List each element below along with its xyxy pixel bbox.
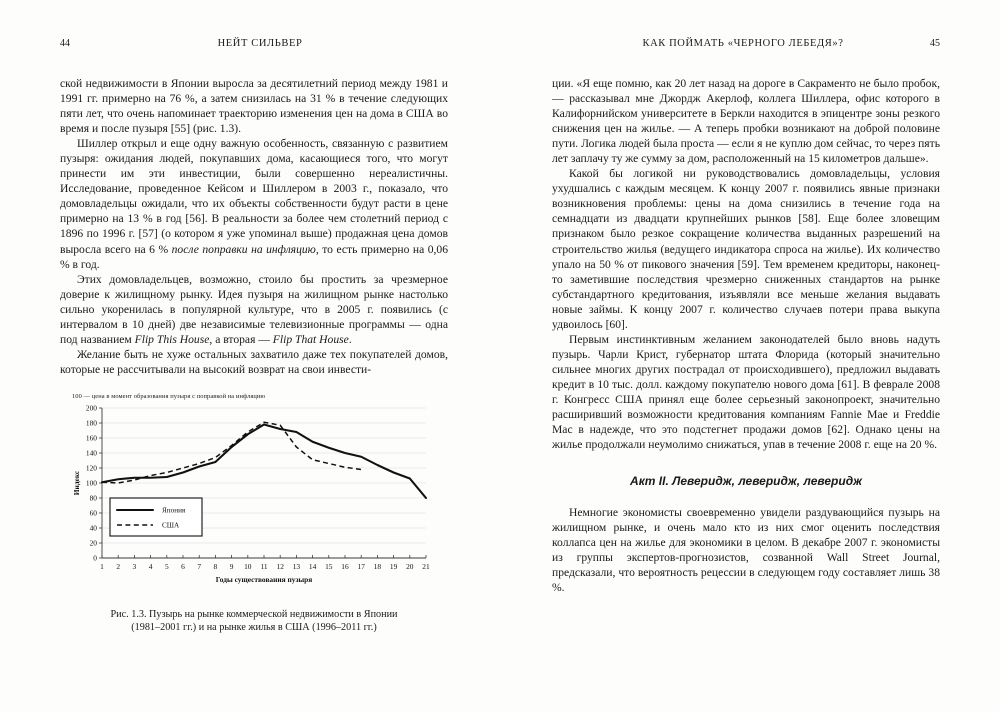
y-tick-label: 140: [85, 448, 97, 458]
figure-caption-line-2: (1981–2001 гг.) и на рынке жилья в США (1996–2011 гг.): [131, 622, 377, 634]
y-tick-label: 20: [89, 538, 97, 548]
x-tick-label: 15: [325, 561, 333, 571]
y-tick-label: 200: [85, 403, 97, 413]
figure-caption-line-1: Рис. 1.3. Пузырь на рынке коммерческой недвижимости в Японии: [110, 608, 398, 620]
x-tick-label: 17: [357, 561, 365, 571]
x-tick-label: 11: [260, 561, 268, 571]
x-tick-label: 14: [308, 561, 317, 571]
x-tick-label: 7: [197, 561, 202, 571]
figure-note: 100 — цена в момент образования пузыря с поправкой на инфляцию: [72, 392, 266, 400]
x-tick-label: 19: [389, 561, 398, 571]
figure-caption: [60, 608, 448, 635]
italic-title-2: Flip That House: [272, 332, 349, 346]
x-tick-label: 12: [276, 561, 284, 571]
x-tick-label: 10: [244, 561, 252, 571]
paragraph: Какой бы логикой ни руководствовались домовладельцы, условия ухудшались с каждым месяцем. К концу 2007 г. появились явные признаки возникновения проблемы: цены на дома снизились в течение года на семнадцати из двадцати крупнейших рынков [58]. Еще более зловещим признаком было резкое сокращение количества выданных разрешений на строительство жилья (ведущего индикатора спроса на жилье). Их количество упало на 50 % от пикового значения [59]. Тем временем кредиторы, наконец-то заметившие последствия чрезмерно сниженных стандартов на рынке субстандартного кредитования, изъявляли все меньше желания выдавать новые займы. К концу 2007 г. количество случаев потери права выкупа удвоилось [60].: [552, 167, 940, 331]
text-column-right: [552, 76, 940, 596]
paragraph-mid: , а вторая —: [209, 332, 273, 346]
running-head-right: [552, 38, 940, 54]
x-tick-label: 1: [100, 561, 104, 571]
paragraph-tail: .: [348, 332, 352, 346]
series-line-2: [102, 422, 361, 483]
series-line-1: [102, 424, 426, 498]
x-tick-label: 2: [116, 561, 121, 571]
folio-right: 45: [930, 38, 940, 49]
paragraph: ции. «Я еще помню, как 20 лет назад на дороге в Сакраменто не было пробок, — рассказывал мне Джордж Акерлоф, коллега Шиллера, офис которого в Калифорнийском университете в Беркли находится в эпицентре зоны резкого снижения цен на жилье. — А теперь пробки возникают на доброй половине пути. Логика людей была проста — если я не куплю дом сейчас, то через пять лет заплачу ту же сумму за дом, расположенный на 15 километров дальше».: [552, 77, 940, 166]
y-tick-label: 120: [85, 463, 97, 473]
y-tick-label: 40: [89, 523, 97, 533]
legend-label-1: Япония: [162, 506, 186, 515]
paragraph-text: Шиллер открыл и еще одну важную особенность, связанную с развитием пузыря: ожидания людей, покупавших дома, касающиеся того, что могут принести им эти инвестиции, были совершенно нереалистичны. Исследование, проведенное Кейсом и Шиллером в 2003 г., показало, что домовладельцы ожидали, что их объекты собственности будут расти в цене примерно на 13 % в год [56]. В реальности за более чем столетний период с 1896 по 1996 г. [57] (о котором я уже упоминал выше) продажная цена домов выросла всего на 6 %: [60, 137, 448, 256]
y-axis-title: Индекс: [72, 470, 81, 496]
paragraph: Первым инстинктивным желанием законодателей было вновь надуть пузырь. Чарли Крист, губернатор штата Флорида (который значительно сильнее многих других пострадал от происходившего), предложил выдавать кредит в 10 тыс. долл. каждому покупателю нового дома [61]. В феврале 2008 г. Конгресс США принял еще более серьезный законопроект, значительно расширивший возможности кредитования компаниям Fannie Mae и Freddie Mac в надежде, что это подстегнет продажи домов [62]. Однако цены на жилье продолжали неумолимо снижаться, упав в течение 2008 г. еще на 20 %.: [552, 332, 940, 452]
x-tick-label: 3: [132, 561, 137, 571]
legend-label-2: США: [162, 521, 180, 530]
text-column-left: [60, 76, 448, 377]
x-tick-label: 6: [181, 561, 185, 571]
y-tick-label: 0: [93, 553, 97, 563]
paragraph: [60, 136, 448, 271]
paragraph: Желание быть не хуже остальных захватило даже тех покупателей домов, которые не рассчитывали на высокий возврат на свои инвести-: [60, 347, 448, 376]
italic-title-1: Flip This House: [134, 332, 210, 346]
paragraph-tail: , то есть примерно на 0,06 % в год.: [60, 242, 448, 271]
running-head-left: [60, 38, 448, 54]
figure-1-3: [60, 393, 448, 635]
x-tick-label: 21: [422, 561, 430, 571]
section-subheading: Акт II. Леверидж, леверидж, леверидж: [630, 474, 862, 489]
paragraph: [60, 272, 448, 347]
running-head-title-right: КАК ПОЙМАТЬ «ЧЕРНОГО ЛЕБЕДЯ»?: [642, 38, 844, 49]
y-tick-label: 60: [89, 508, 97, 518]
x-tick-label: 18: [373, 561, 382, 571]
x-tick-label: 20: [406, 561, 414, 571]
x-axis-title: Годы существования пузыря: [215, 574, 313, 584]
x-tick-label: 8: [213, 561, 218, 571]
paragraph: ской недвижимости в Японии выросла за десятилетний период между 1981 и 1991 гг. примерно на 76 %, а затем снизилась на 31 % в течение следующих пяти лет, что очень напоминает траекторию изменения цен на дома в США во время и после пузыря [55] (рис. 1.3).: [60, 77, 448, 136]
italic-phrase: после поправки на инфляцию: [171, 242, 316, 256]
x-tick-label: 13: [292, 561, 301, 571]
paragraph: Немногие экономисты своевременно увидели раздувающийся пузырь на жилищном рынке, и очень мало кто из них смог оценить последствия коллапса цен на жилье для экономики в целом. В декабре 2007 г. экономисты из группы экспертов-прогнозистов, созванной Wall Street Journal, предсказали, что вероятность рецессии в следующем году составляет лишь 38 %.: [552, 506, 940, 595]
y-tick-label: 160: [85, 433, 97, 443]
y-tick-label: 100: [85, 478, 97, 488]
page-right: [500, 0, 1000, 712]
paragraph-text: Этих домовладельцев, возможно, стоило бы простить за чрезмерное доверие к жилищному рынку. Идея пузыря на жилищном рынке настолько сильно укоренилась в популярной культуре, что в 2005 г. появились (с интервалом в 10 дней) две независимые телевизионные программы — одна под названием: [60, 272, 448, 346]
y-tick-label: 80: [89, 493, 97, 503]
chart-container: [70, 402, 430, 592]
x-tick-label: 16: [341, 561, 349, 571]
y-tick-label: 180: [85, 418, 97, 428]
bubble-index-line-chart: [70, 402, 430, 592]
x-tick-label: 4: [148, 561, 153, 571]
x-tick-label: 5: [164, 561, 169, 571]
x-tick-label: 9: [229, 561, 234, 571]
folio-left: 44: [60, 38, 70, 49]
running-head-title-left: НЕЙТ СИЛЬВЕР: [217, 38, 303, 49]
chart-legend: [110, 498, 202, 536]
